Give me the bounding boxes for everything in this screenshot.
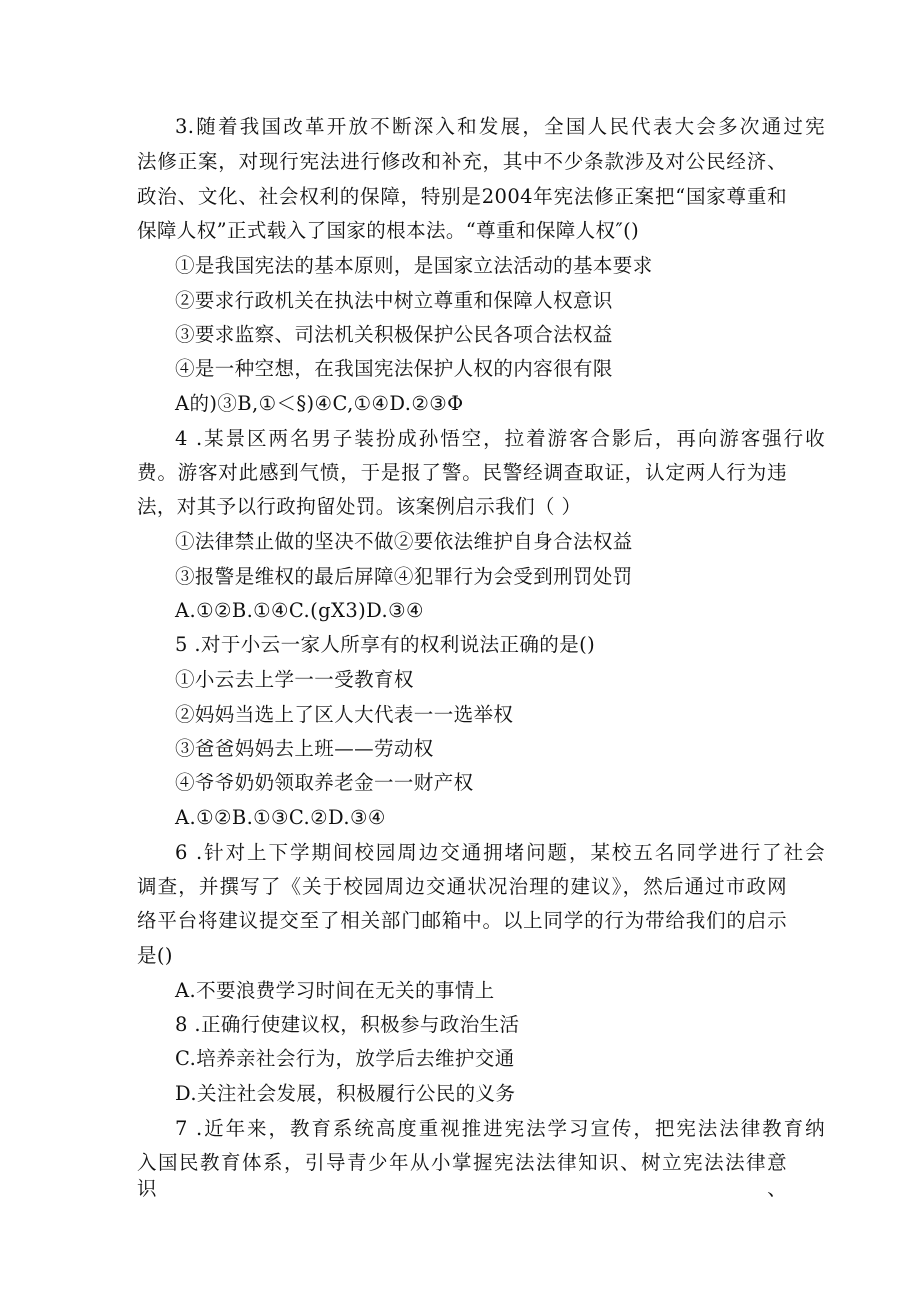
q4-statements-2: ③报警是维权的最后屏障④犯罪行为会受到刑罚处罚 bbox=[175, 565, 633, 588]
q5-options: A.①②B.①③C.②D.③④ bbox=[175, 806, 386, 829]
q6-stem-line-2: 调查，并撰写了《关于校园周边交通状况治理的建议》，然后通过市政网 bbox=[137, 875, 787, 898]
q6-option-a: A.不要浪费学习时间在无关的事情上 bbox=[175, 979, 495, 1002]
q6-stem-line-3: 络平台将建议提交至了相关部门邮箱中。以上同学的行为带给我们的启示 bbox=[137, 909, 787, 932]
q6-option-d: D.关注社会发展，积极履行公民的义务 bbox=[175, 1082, 516, 1105]
q5-statement-3: ③爸爸妈妈去上班——劳动权 bbox=[175, 737, 434, 760]
q3-statement-1: ①是我国宪法的基本原则，是国家立法活动的基本要求 bbox=[175, 254, 653, 277]
q3-stem-line-3: 政治、文化、社会权利的保障，特别是2004年宪法修正案把“国家尊重和 bbox=[137, 185, 787, 208]
q3-statement-3: ③要求监察、司法机关积极保护公民各项合法权益 bbox=[175, 323, 613, 346]
q7-stem-line-2: 入国民教育体系，引导青少年从小掌握宪法法律知识、树立宪法法律意识、 bbox=[137, 1151, 787, 1200]
q5-statement-1: ①小云去上学一一受教育权 bbox=[175, 668, 414, 691]
q4-stem-line-1: 4 .某景区两名男子装扮成孙悟空，拉着游客合影后，再向游客强行收 bbox=[175, 427, 825, 450]
q6-option-b: 8 .正确行使建议权，积极参与政治生活 bbox=[175, 1013, 520, 1036]
q6-option-c: C.培养亲社会行为，放学后去维护交通 bbox=[175, 1047, 515, 1070]
q3-stem-line-4: 保障人权”正式载入了国家的根本法。“尊重和保障人权″() bbox=[137, 219, 640, 242]
q5-stem: 5 .对于小云一家人所享有的权利说法正确的是() bbox=[175, 633, 596, 656]
q3-stem-line-1: 3.随着我国改革开放不断深入和发展，全国人民代表大会多次通过宪 bbox=[175, 115, 825, 138]
q4-options: A.①②B.①④C.(gX3)D.③④ bbox=[175, 599, 424, 622]
q3-options: A的)③B,①＜§)④C,①④D.②③Φ bbox=[175, 392, 464, 415]
q3-statement-4: ④是一种空想，在我国宪法保护人权的内容很有限 bbox=[175, 357, 613, 380]
q4-statements-1: ①法律禁止做的坚决不做②要依法维护自身合法权益 bbox=[175, 530, 633, 553]
q3-statement-2: ②要求行政机关在执法中树立尊重和保障人权意识 bbox=[175, 289, 613, 312]
q6-stem-line-1: 6 .针对上下学期间校园周边交通拥堵问题，某校五名同学进行了社会 bbox=[175, 841, 825, 864]
q4-stem-line-2: 费。游客对此感到气愤，于是报了警。民警经调查取证，认定两人行为违 bbox=[137, 461, 787, 484]
q6-stem-line-4: 是() bbox=[137, 944, 173, 967]
q7-stem-line-1: 7 .近年来，教育系统高度重视推进宪法学习宣传，把宪法法律教育纳 bbox=[175, 1117, 825, 1140]
q4-stem-line-3: 法，对其予以行政拘留处罚。该案例启示我们（ ） bbox=[137, 495, 582, 518]
q3-stem-line-2: 法修正案，对现行宪法进行修改和补充，其中不少条款涉及对公民经济、 bbox=[137, 150, 787, 173]
q5-statement-2: ②妈妈当选上了区人大代表一一选举权 bbox=[175, 703, 514, 726]
q5-statement-4: ④爷爷奶奶领取养老金一一财产权 bbox=[175, 771, 474, 794]
